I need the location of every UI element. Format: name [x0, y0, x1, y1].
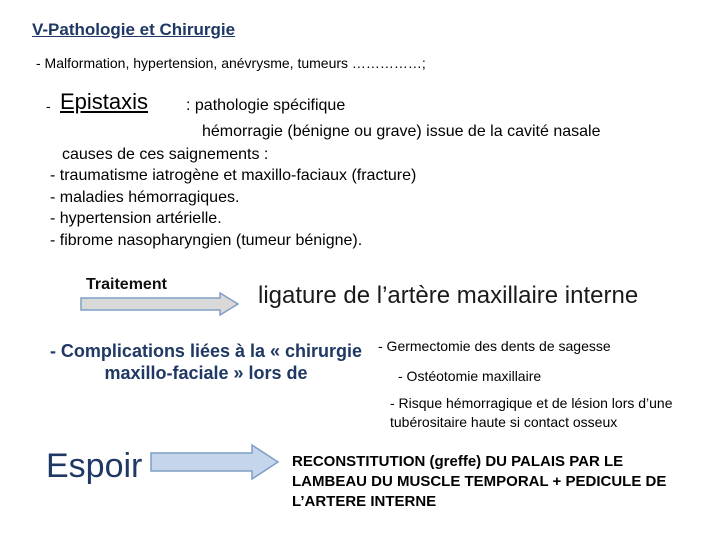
intro-line: - Malformation, hypertension, anévrysme, tumeurs ……………;: [36, 55, 426, 71]
complications-text: - Complications liées à la « chirurgie maxillo-faciale » lors de: [49, 341, 363, 383]
traitement-result: ligature de l’artère maxillaire interne: [258, 282, 639, 309]
epistaxis-heading: Epistaxis: [60, 89, 149, 114]
complication-item: - Ostéotomie maxillaire: [398, 368, 542, 384]
cause-item: - fibrome nasopharyngien (tumeur bénigne).: [50, 232, 363, 249]
section-title: V-Pathologie et Chirurgie: [32, 20, 236, 39]
epistaxis-subtitle: : pathologie spécifique: [186, 97, 346, 114]
traitement-arrow-icon: [80, 292, 240, 316]
complication-item: - Germectomie des dents de sagesse: [378, 338, 611, 354]
epistaxis-dash: -: [46, 98, 51, 114]
traitement-label: Traitement: [86, 276, 167, 293]
cause-item: - hypertension artérielle.: [50, 210, 222, 227]
espoir-result: RECONSTITUTION (greffe) DU PALAIS PAR LE LAMBEAU DU MUSCLE TEMPORAL + PEDICULE DE L’ARTERE INTERNE: [292, 453, 667, 510]
espoir-label: Espoir: [46, 447, 143, 485]
complication-item: - Risque hémorragique et de lésion lors d’une tubérositaire haute si contact osseux: [390, 395, 673, 430]
espoir-arrow-icon: [150, 444, 280, 480]
cause-item: - maladies hémorragiques.: [50, 189, 240, 206]
causes-heading: causes de ces saignements :: [62, 146, 269, 163]
cause-item: - traumatisme iatrogène et maxillo-faciaux (fracture): [50, 167, 417, 184]
epistaxis-definition: hémorragie (bénigne ou grave) issue de la cavité nasale: [202, 123, 601, 140]
